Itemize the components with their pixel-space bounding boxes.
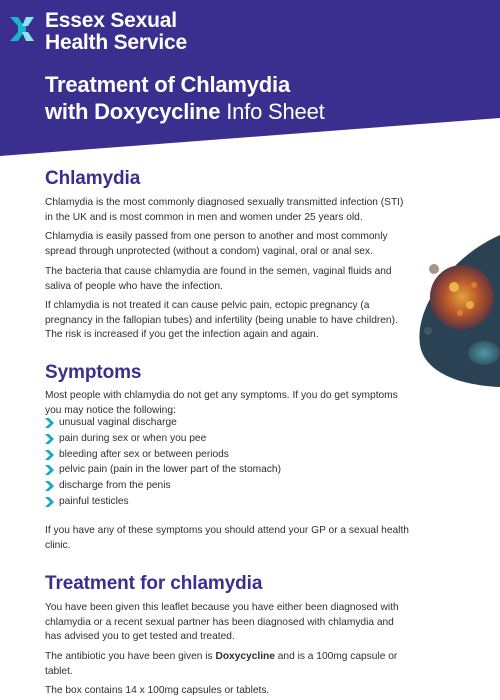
chevron-right-icon [45, 434, 54, 444]
treatment-paragraph-3: The box contains 14 x 100mg capsules or tablets. [45, 685, 270, 696]
treatment-p2-post: and is a 100mg capsule or tablet. [45, 651, 398, 677]
treatment-paragraph-1: You have been given this leaflet because you have either been diagnosed with chlamydia or a recent sexual partner has been diagnosed with chlamydia and has advised you to get tested and treated. [45, 602, 399, 642]
brand-line1: Essex Sexual [45, 9, 177, 32]
symptom-text: painful testicles [59, 495, 129, 507]
symptoms-list [45, 415, 405, 510]
symptom-text: bleeding after sex or between periods [59, 448, 229, 460]
symptom-item [45, 447, 405, 463]
bacteria-illustration [414, 235, 500, 387]
brand-name [45, 10, 187, 54]
chlamydia-paragraph-3: The bacteria that cause chlamydia are found in the semen, vaginal fluids and saliva of people who have the infection. [45, 266, 392, 292]
header-band [0, 0, 500, 156]
chevron-right-icon [45, 418, 54, 428]
title-line1: Treatment of Chlamydia [45, 72, 290, 97]
logo-icon [8, 14, 36, 44]
symptom-item [45, 478, 405, 494]
chevron-right-icon [45, 450, 54, 460]
chlamydia-paragraph-4: If chlamydia is not treated it can cause pelvic pain, ectopic pregnancy (a pregnancy in the fallopian tubes) and infertility (being unable to have children). The risk is increased if you get the infection again and again. [45, 300, 398, 340]
symptom-item [45, 415, 405, 431]
symptom-item [45, 462, 405, 478]
symptoms-intro: Most people with chlamydia do not get any symptoms. If you do get symptoms you may notice the following: [45, 390, 398, 416]
chevron-right-icon [45, 481, 54, 491]
symptom-item [45, 494, 405, 510]
title-line2-light: Info Sheet [220, 99, 325, 124]
chevron-right-icon [45, 497, 54, 507]
heading-symptoms: Symptoms [45, 362, 142, 383]
heading-treatment: Treatment for chlamydia [45, 573, 263, 594]
symptoms-outro: If you have any of these symptoms you should attend your GP or a sexual health clinic. [45, 525, 409, 551]
brand-line2: Health Service [45, 31, 187, 54]
symptom-text: pain during sex or when you pee [59, 432, 207, 444]
heading-chlamydia: Chlamydia [45, 168, 141, 189]
title-line2-bold: with Doxycycline [45, 99, 221, 124]
chlamydia-paragraph-1: Chlamydia is the most commonly diagnosed sexually transmitted infection (STI) in the UK and is most common in men and women under 25 years old. [45, 197, 404, 223]
symptom-text: discharge from the penis [59, 480, 171, 492]
symptom-item [45, 431, 405, 447]
drug-name: Doxycycline [215, 651, 275, 662]
chevron-right-icon [45, 465, 54, 475]
treatment-paragraph-2 [45, 650, 410, 679]
symptom-text: unusual vaginal discharge [59, 417, 177, 428]
page-title [45, 71, 325, 125]
treatment-p2-pre: The antibiotic you have been given is [45, 651, 216, 662]
symptom-text: pelvic pain (pain in the lower part of the stomach) [59, 464, 281, 476]
chlamydia-paragraph-2: Chlamydia is easily passed from one person to another and most commonly spread through unprotected (without a condom) vaginal, oral or anal sex. [45, 231, 388, 257]
